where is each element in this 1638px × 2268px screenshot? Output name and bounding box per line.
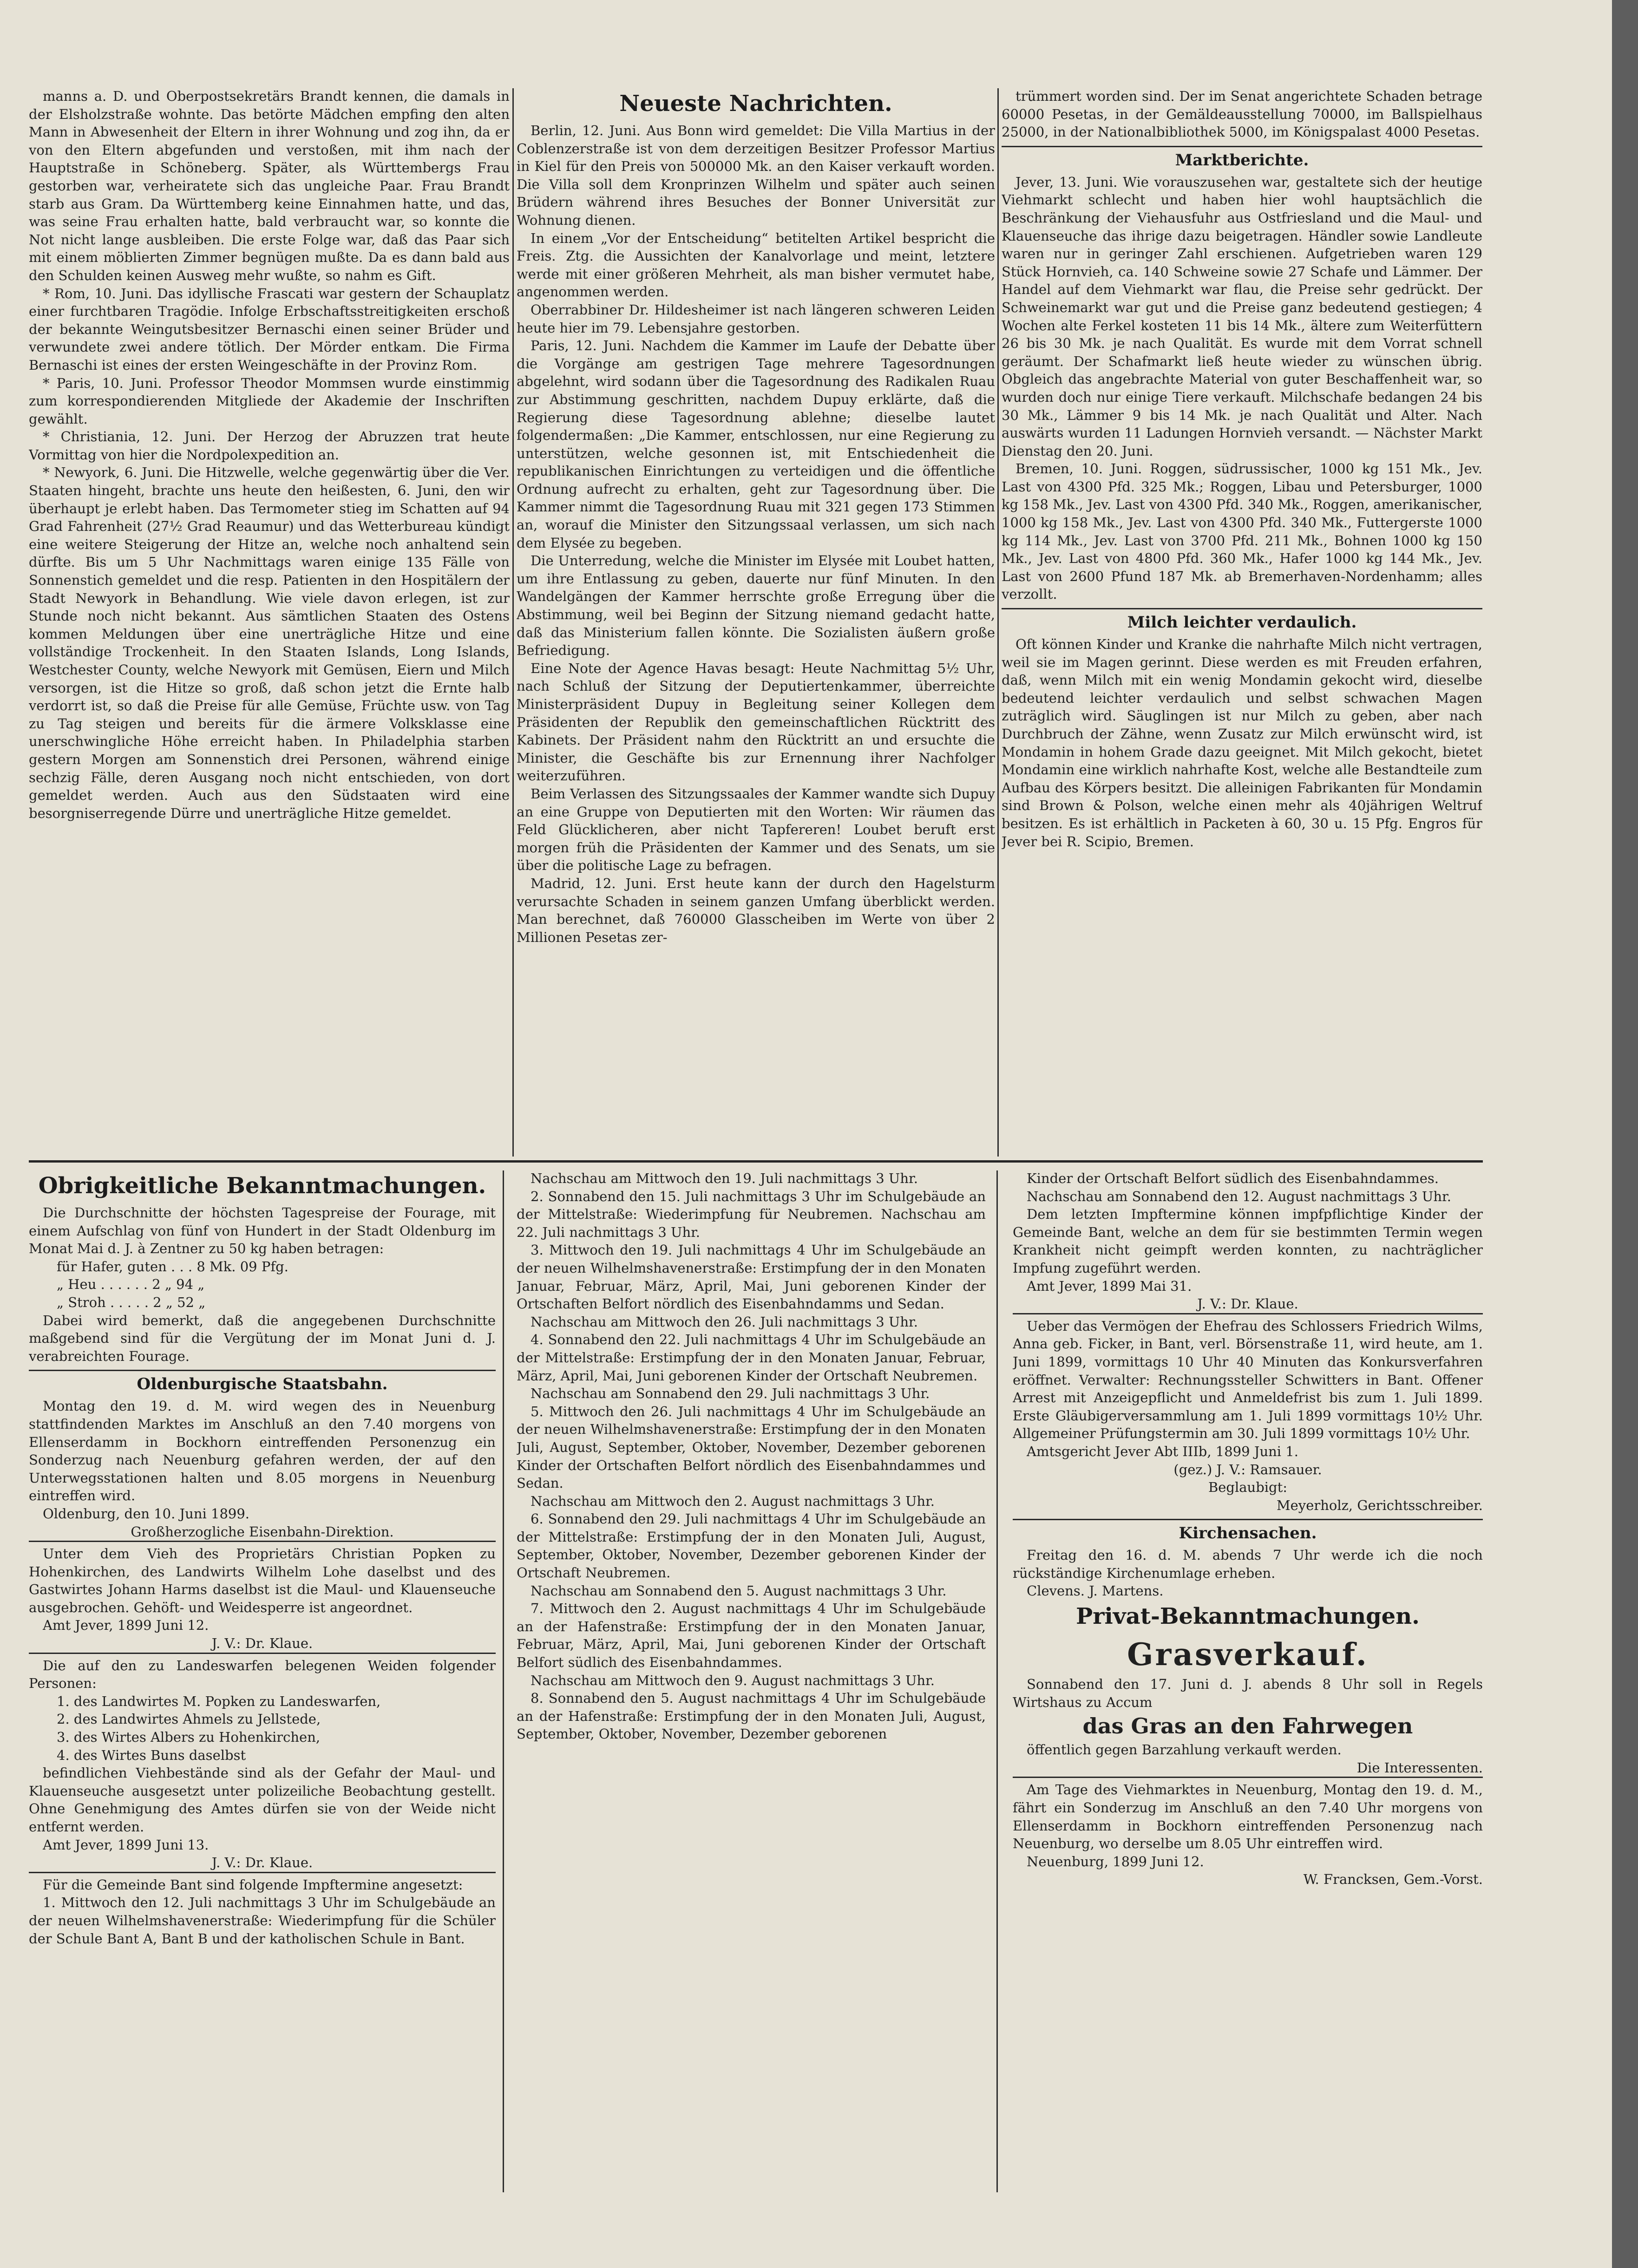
dateline: Amt Jever, 1899 Juni 13. xyxy=(43,1837,209,1853)
article-paragraph: Oft können Kinder und Kranke die nahrhafte Milch nicht vertragen, weil sie im Magen gerinnt. Diese werden es mit Freuden erfahren, daß, wenn Milch mit ein wenig Mondamin gekocht wird, dieselbe bedeutend leichter verdaulich und selbst schwachen Magen zuträglich wird. Säuglingen ist nur Milch zu geben, aber nach Durchbruch der Zähne, wenn Zusatz zur Milch erwünscht wird, ist Mondamin in hohem Grade dazu geeignet. Mit Milch gekocht, bietet Mondamin eine wirklich nahrhafte Kost, welche alle Bestandteile zum Aufbau des Körpers besitzt. Die alleinigen Fabrikanten für Mondamin sind Brown & Polson, welche einen mehr als 40jährigen Weltruf besitzen. Es ist erhältlich in Packeten à 60, 30 u. 15 Pfg. Engros für Jever bei R. Scipio, Bremen. xyxy=(1002,636,1482,850)
bottom-column-2 xyxy=(517,1170,986,2196)
subsection-heading: Oldenburgische Staatsbahn. xyxy=(29,1370,496,1394)
signature-line: Großherzogliche Eisenbahn-Direktion. xyxy=(131,1523,394,1540)
article-paragraph: Freitag den 16. d. M. abends 7 Uhr werde ich die noch rückständige Kirchenumlage erheben. xyxy=(1013,1547,1483,1581)
signature-line: Die Interessenten. xyxy=(1356,1759,1483,1776)
article-paragraph: * Rom, 10. Juni. Das idyllische Frascati war gestern der Schauplatz einer furchtbaren Tragödie. Infolge Erbschaftsstreitigkeiten erschoß der bekannte Weingutsbesitzer Bernaschi einen seiner Brüder und verwundete zwei andere tötlich. Der Mörder entkam. Die Firma Bernaschi ist eines der ersten Weingeschäfte in der Provinz Rom. xyxy=(29,285,510,373)
article-paragraph: Clevens. J. Martens. xyxy=(1027,1583,1164,1599)
dateline: Amtsgericht Jever Abt IIIb, 1899 Juni 1. xyxy=(1027,1443,1298,1459)
article-paragraph: Madrid, 12. Juni. Erst heute kann der durch den Hagelsturm verursachte Schaden in seinem ganzen Umfang überblickt werden. Man berechnet, daß 760000 Glasscheiben im Werte von über 2 Millionen Pesetas zer- xyxy=(517,875,995,945)
article-paragraph: Sonnabend den 17. Juni d. J. abends 8 Uhr soll in Regels Wirtshaus zu Accum xyxy=(1013,1676,1483,1710)
signature-line: Meyerholz, Gerichtsschreiber. xyxy=(1276,1497,1483,1513)
notice-paragraph: Ueber das Vermögen der Ehefrau des Schlossers Friedrich Wilms, Anna geb. Ficker, in Bant, verl. Börsenstraße 11, wird heute, am 1. Juni 1899, vormittags 10 Uhr 40 Minuten das Konkursverfahren eröffnet. Verwalter: Rechnungssteller Schwitters in Bant. Offener Arrest mit Anzeigepflicht und Anmeldefrist bis zum 1. Juli 1899. Erste Gläubigerversammlung am 1. Juli 1899 vormittags 10½ Uhr. Allgemeiner Prüfungstermin am 30. Juli 1899 vormittags 10½ Uhr. xyxy=(1013,1313,1483,1443)
notice-paragraph: Die auf den zu Landeswarfen belegenen Weiden folgender Personen: xyxy=(29,1653,496,1693)
top-column-rule-1 xyxy=(512,88,514,1157)
article-paragraph: 8. Sonnabend den 5. August nachmittags 4 Uhr im Schulgebäude an der Hafenstraße: Erstimpfung der in den Monaten Juli, August, September, Oktober, November, Dezember geborenen xyxy=(517,1690,986,1742)
article-paragraph: 7. Mittwoch den 2. August nachmittags 4 Uhr im Schulgebäude an der Hafenstraße: Erstimpfung der in den Monaten Januar, Februar, März, April, Mai, Juni geborenen Kinder der Ortschaft Belfort südlich des Eisenbahndammes. xyxy=(517,1601,986,1671)
dateline: Oldenburg, den 10. Juni 1899. xyxy=(43,1505,250,1522)
article-paragraph: Oberrabbiner Dr. Hildesheimer ist nach längeren schweren Leiden heute hier im 79. Lebensjahre gestorben. xyxy=(517,301,995,336)
article-paragraph: In einem „Vor der Entscheidung“ betitelten Artikel bespricht die Freis. Ztg. die Aussichten der Kanalvorlage und meint, letztere werde mit einer größeren Mehrheit, als man bisher vermutet habe, angenommen werden. xyxy=(517,230,995,300)
article-paragraph: Jever, 13. Juni. Wie vorauszusehen war, gestaltete sich der heutige Viehmarkt schlecht und haben hier wohl hauptsächlich die Beschränkung der Viehausfuhr aus Ostfriesland und die Maul- und Klauenseuche das ihrige dazu beigetragen. Händler sowie Landleute waren nur in geringer Zahl erschienen. Aufgetrieben waren 129 Stück Hornvieh, ca. 140 Schweine sowie 27 Schafe und Lämmer. Der Handel auf dem Viehmarkt war flau, die Preise sehr gedrückt. Der Schweinemarkt war gut und die Preise ganz bedeutend gestiegen; 4 Wochen alte Ferkel kosteten 11 bis 14 Mk., ältere zum Weiterfüttern 26 bis 30 Mk. je nach Qualität. Es wurde mit dem Vorrat schnell geräumt. Der Schafmarkt ließ heute wieder zu wünschen übrig. Obgleich das angebrachte Material von guter Beschaffenheit war, so wurden doch nur einige Tiere verkauft. Milchschafe bedangen 24 bis 30 Mk., Lämmer 9 bis 14 Mk. je nach Qualität und Alter. Nach auswärts wurden 11 Ladungen Hornvieh versandt. — Nächster Markt Dienstag den 20. Juni. xyxy=(1002,174,1482,459)
article-paragraph: Nachschau am Mittwoch den 19. Juli nachmittags 3 Uhr. xyxy=(531,1170,918,1186)
article-paragraph: Nachschau am Mittwoch den 2. August nachmittags 3 Uhr. xyxy=(531,1493,935,1509)
list-line: 4. des Wirtes Buns daselbst xyxy=(57,1747,246,1763)
article-paragraph: 4. Sonnabend den 22. Juli nachmittags 4 Uhr im Schulgebäude an der Mittelstraße: Erstimpfung der in den Monaten Januar, Februar, März, April, Mai, Juni geborenen Kinder der Ortschaft Neubremen. xyxy=(517,1332,986,1384)
article-paragraph: Nachschau am Sonnabend den 12. August nachmittags 3 Uhr. xyxy=(1027,1188,1451,1204)
article-paragraph: Montag den 19. d. M. wird wegen des in Neuenburg stattfindenden Marktes im Anschluß an den 7.40 morgens von Ellenserdamm in Bockhorn eintreffenden Personenzug ein Sonderzug nach Neuenburg gefahren werden, der auf den Unterwegsstationen halten und 8.05 morgens in Neuenburg eintreffen wird. xyxy=(29,1398,496,1504)
list-line: für Hafer, guten . . . 8 Mk. 09 Pfg. xyxy=(57,1258,288,1275)
article-paragraph: 1. Mittwoch den 12. Juli nachmittags 3 Uhr im Schulgebäude an der neuen Wilhelmshavenerstraße: Wiederimpfung für die Schüler der Schule Bant A, Bant B und der katholischen Schule in Bant. xyxy=(29,1895,496,1947)
list-line: 3. des Wirtes Albers zu Hohenkirchen, xyxy=(57,1729,321,1745)
signature-line: Beglaubigt: xyxy=(1208,1479,1288,1496)
signature-line: J. V.: Dr. Klaue. xyxy=(1197,1296,1298,1312)
article-paragraph: 6. Sonnabend den 29. Juli nachmittags 4 Uhr im Schulgebäude an der Mittelstraße: Erstimpfung der in den Monaten Juli, August, September, Oktober, November, Dezember geborenen Kinder der Ortschaft Neubremen. xyxy=(517,1511,986,1581)
article-paragraph: Dem letzten Impftermine können impfpflichtige Kinder der Gemeinde Bant, welche an dem für sie bestimmten Termin wegen Krankheit nicht geimpft werden konnten, zu nachträglicher Impfung zugeführt werden. xyxy=(1013,1206,1483,1276)
dateline: Amt Jever, 1899 Mai 31. xyxy=(1027,1278,1192,1294)
top-column-3 xyxy=(1002,87,1482,1142)
article-paragraph: manns a. D. und Oberpostsekretärs Brandt kennen, die damals in der Elsholzstraße wohnte. Das betörte Mädchen empfing den alten Mann in Abwesenheit der Eltern in ihrer Wohnung und zog ihn, da er von den Eltern abgefunden und verstoßen, mit ihm nach der Hauptstraße in Schöneberg. Später, als Württembergs Frau gestorben war, verheiratete sich das ungleiche Paar. Frau Brandt starb aus Gram. Da Württemberg keine Einnahmen hatte, und das, was seine Frau erhalten hatte, bald verbraucht war, so konnte die Not nicht lange ausbleiben. Die erste Folge war, daß das Paar sich mit einem möblierten Zimmer begnügen mußte. Da es dann bald aus den Schulden keinen Ausweg mehr wußte, so nahm es Gift. xyxy=(29,88,510,283)
advert-headline: Grasverkauf. xyxy=(1127,1636,1369,1673)
article-paragraph: Nachschau am Mittwoch den 9. August nachmittags 3 Uhr. xyxy=(531,1672,935,1688)
article-paragraph: Nachschau am Mittwoch den 26. Juli nachmittags 3 Uhr. xyxy=(531,1314,918,1330)
dateline: Neuenburg, 1899 Juni 12. xyxy=(1027,1853,1204,1869)
notice-paragraph: Unter dem Vieh des Proprietärs Christian Popken zu Hohenkirchen, des Landwirts Wilhelm Lohe daselbst und des Gastwirtes Johann Harms daselbst ist die Maul- und Klauenseuche ausgebrochen. Gehöft- und Weidesperre ist angeordnet. xyxy=(29,1541,496,1616)
top-column-2 xyxy=(517,87,995,1142)
section-heading: Obrigkeitliche Bekanntmachungen. xyxy=(38,1173,486,1199)
article-paragraph: Beim Verlassen des Sitzungssaales der Kammer wandte sich Dupuy an eine Gruppe von Deputierten mit den Worten: Wir räumen das Feld Glücklicheren, aber nicht Tapfereren! Loubet beruft erst morgen früh die Präsidenten der Kammer und des Senats, um sie über die politische Lage zu befragen. xyxy=(517,785,995,874)
signature-line: W. Francksen, Gem.-Vorst. xyxy=(1303,1871,1483,1888)
bottom-column-rule-2 xyxy=(996,1170,998,2192)
list-line: „ Heu . . . . . . 2 „ 94 „ xyxy=(57,1276,205,1293)
article-paragraph: Die Unterredung, welche die Minister im Elysée mit Loubet hatten, um ihre Entlassung zu geben, dauerte nur fünf Minuten. In den Wandelgängen der Kammer herrschte große Erregung über die Abstimmung, weil bei Beginn der Sitzung niemand gedacht hatte, daß das Ministerium fallen könnte. Die Sozialisten äußern große Befriedigung. xyxy=(517,553,995,659)
article-paragraph: * Christiania, 12. Juni. Der Herzog der Abruzzen trat heute Vormittag von hier die Nordpolexpedition an. xyxy=(29,429,510,463)
article-paragraph: 2. Sonnabend den 15. Juli nachmittags 3 Uhr im Schulgebäude an der Mittelstraße: Wiederimpfung für Neubremen. Nachschau am 22. Juli nachmittags 3 Uhr. xyxy=(517,1188,986,1240)
list-line: „ Stroh . . . . . 2 „ 52 „ xyxy=(57,1294,206,1310)
article-paragraph: trümmert worden sind. Der im Senat angerichtete Schaden betrage 60000 Pesetas, in der Gemäldeausstellung 70000, im Ballspielhaus 25000, in der Nationalbibliothek 5000, im Königspalast 4000 Pesetas. xyxy=(1002,88,1482,140)
advert-subheadline: das Gras an den Fahrwegen xyxy=(1082,1713,1413,1739)
signature-line: J. V.: Dr. Klaue. xyxy=(211,1855,313,1871)
list-line: 1. des Landwirtes M. Popken zu Landeswarfen, xyxy=(57,1693,381,1709)
bottom-column-1 xyxy=(29,1170,496,2196)
bottom-column-3 xyxy=(1013,1170,1483,2196)
notice-paragraph: Am Tage des Viehmarktes in Neuenburg, Montag den 19. d. M., fährt ein Sonderzug im Anschluß an den 7.40 Uhr morgens von Ellenserdamm in Bockhorn eintreffenden Personenzug nach Neuenburg, wo derselbe um 8.05 Uhr eintreffen wird. xyxy=(1013,1777,1483,1852)
section-divider xyxy=(29,1160,1483,1163)
article-paragraph: Die Durchschnitte der höchsten Tagespreise der Fourage, mit einem Aufschlag von fünf von Hundert in der Stadt Oldenburg im Monat Mai d. J. à Zentner zu 50 kg haben betragen: xyxy=(29,1205,496,1257)
dateline: Amt Jever, 1899 Juni 12. xyxy=(43,1617,209,1634)
article-paragraph: Eine Note der Agence Havas besagt: Heute Nachmittag 5½ Uhr, nach Schluß der Sitzung der Deputiertenkammer, überreichte Ministerpräsident Dupuy in Begleitung seiner Kollegen dem Präsidenten der Republik den gemeinschaftlichen Rücktritt des Kabinets. Der Präsident nahm den Rücktritt an und ersuchte die Minister, die Geschäfte bis zur Ernennung ihrer Nachfolger weiterzuführen. xyxy=(517,660,995,784)
article-paragraph: Berlin, 12. Juni. Aus Bonn wird gemeldet: Die Villa Martius in der Coblenzerstraße ist von dem derzeitigen Besitzer Professor Martius in Kiel für den Preis von 500000 Mk. an den Kaiser verkauft worden. Die Villa soll dem Kronprinzen Wilhelm und später auch seinen Brüdern während ihres Besuches der Bonner Universität zur Wohnung dienen. xyxy=(517,123,995,228)
article-paragraph: Paris, 12. Juni. Nachdem die Kammer im Laufe der Debatte über die Vorgänge am gestrigen Tage mehrere Tagesordnungen abgelehnt, wird sodann über die Tagesordnung des Radikalen Ruau zur Abstimmung geschritten, nachdem Dupuy erklärte, daß die Regierung diese Tagesordnung ablehne; dieselbe lautet folgendermaßen: „Die Kammer, entschlossen, nur eine Regierung zu unterstützen, welche gesonnen ist, mit Entschiedenheit die republikanischen Einrichtungen zu verteidigen und die öffentliche Ordnung aufrecht zu erhalten, geht zur Tagesordnung über. Die Kammer nimmt die Tagesordnung Ruau mit 321 gegen 173 Stimmen an, worauf die Minister den Sitzungssaal verlassen, um sich nach dem Elysée zu begeben. xyxy=(517,338,995,551)
article-paragraph: Kinder der Ortschaft Belfort südlich des Eisenbahndammes. xyxy=(1027,1170,1439,1186)
article-paragraph: Nachschau am Sonnabend den 29. Juli nachmittags 3 Uhr. xyxy=(531,1386,930,1402)
bottom-column-rule-1 xyxy=(503,1170,504,2192)
article-paragraph: Nachschau am Sonnabend den 5. August nachmittags 3 Uhr. xyxy=(531,1582,947,1599)
top-column-rule-2 xyxy=(997,88,999,1157)
article-paragraph: befindlichen Viehbestände sind als der Gefahr der Maul- und Klauenseuche ausgesetzt unter polizeiliche Beobachtung gestellt. Ohne Genehmigung des Amtes dürfen sie von der Weide nicht entfernt werden. xyxy=(29,1765,496,1835)
article-paragraph: 5. Mittwoch den 26. Juli nachmittags 4 Uhr im Schulgebäude an der neuen Wilhelmshavenerstraße: Erstimpfung der in den Monaten Juli, August, September, Oktober, November, Dezember geborenen Kinder der Ortschaften Belfort nördlich des Eisenbahndammes und Sedan. xyxy=(517,1403,986,1491)
article-paragraph: 3. Mittwoch den 19. Juli nachmittags 4 Uhr im Schulgebäude an der neuen Wilhelmshavenerstraße: Erstimpfung der in den Monaten Januar, Februar, März, April, Mai, Juni geborenen Kinder der Ortschaften Belfort nördlich des Eisenbahndamms und Sedan. xyxy=(517,1242,986,1312)
notice-paragraph: Für die Gemeinde Bant sind folgende Impftermine angesetzt: xyxy=(29,1872,496,1894)
subsection-heading: Marktberichte. xyxy=(1002,146,1482,170)
article-paragraph: * Newyork, 6. Juni. Die Hitzwelle, welche gegenwärtig über die Ver. Staaten hingeht, brachte uns heute den heißesten, 6. Juni, den wir überhaupt je erlebt haben. Das Termometer stieg im Schatten auf 94 Grad Fahrenheit (27½ Grad Reaumur) und das Wetterbureau kündigt eine weitere Steigerung der Hitze an, welche noch anhaltend sein dürfte. Bis um 5 Uhr Nachmittags waren einige 135 Fälle von Sonnenstich gemeldet und die resp. Patienten in den Hospitälern der Stadt Newyork in Behandlung. Wie viele davon erlegen, ist zur Stunde noch nicht bekannt. Aus sämtlichen Staaten des Ostens kommen Meldungen über eine unerträgliche Hitze und eine vollständige Trockenheit. In den Staaten Islands, Long Islands, Westchester County, welche Newyork mit Gemüsen, Eiern und Milch versorgen, ist die Hitze so groß, daß schon jetzt die Ernte halb verdorrt ist, so daß die Preise für alle Gemüse, Früchte usw. von Tag zu Tag steigen und bereits für die ärmere Volksklasse eine unerschwingliche Höhe erreicht haben. In Philadelphia starben gestern Morgen am Sonnenstich drei Personen, während einige sechzig Fälle, deren Ausgang noch nicht entschieden, von dort gemeldet werden. Auch aus den Südstaaten wird eine besorgniserregende Dürre und unerträgliche Hitze gemeldet. xyxy=(29,464,510,821)
top-column-1 xyxy=(29,87,510,1142)
article-paragraph: * Paris, 10. Juni. Professor Theodor Mommsen wurde einstimmig zum korrespondierenden Mitgliede der Akademie der Inschriften gewählt. xyxy=(29,375,510,427)
article-paragraph: Bremen, 10. Juni. Roggen, südrussischer, 1000 kg 151 Mk., Jev. Last von 4300 Pfd. 325 Mk.; Roggen, Libau und Petersburger, 1000 kg 158 Mk., Jev. Last von 4300 Pfd. 340 Mk., Roggen, amerikanischer, 1000 kg 158 Mk., Jev. Last von 4300 Pfd. 340 Mk., Futtergerste 1000 kg 114 Mk., Jev. Last von 3700 Pfd. 211 Mk., Bohnen 1000 kg 150 Mk., Jev. Last von 4800 Pfd. 360 Mk., Hafer 1000 kg 144 Mk., Jev. Last von 2600 Pfund 187 Mk. ab Bremerhaven-Nordenhamm; alles verzollt. xyxy=(1002,461,1482,602)
article-paragraph: Dabei wird bemerkt, daß die angegebenen Durchschnitte maßgebend sind für die Vergütung der im Monat Juni d. J. verabreichten Fourage. xyxy=(29,1312,496,1364)
subsection-heading: Kirchensachen. xyxy=(1013,1519,1483,1543)
section-heading: Privat-Bekanntmachungen. xyxy=(1076,1603,1420,1630)
subsection-heading: Milch leichter verdaulich. xyxy=(1002,608,1482,633)
signature-line: (gez.) J. V.: Ramsauer. xyxy=(1173,1461,1322,1477)
list-line: 2. des Landwirtes Ahmels zu Jellstede, xyxy=(57,1711,321,1727)
section-heading: Neueste Nachrichten. xyxy=(619,91,892,117)
article-paragraph: öffentlich gegen Barzahlung verkauft werden. xyxy=(1027,1742,1342,1758)
signature-line: J. V.: Dr. Klaue. xyxy=(211,1635,313,1652)
